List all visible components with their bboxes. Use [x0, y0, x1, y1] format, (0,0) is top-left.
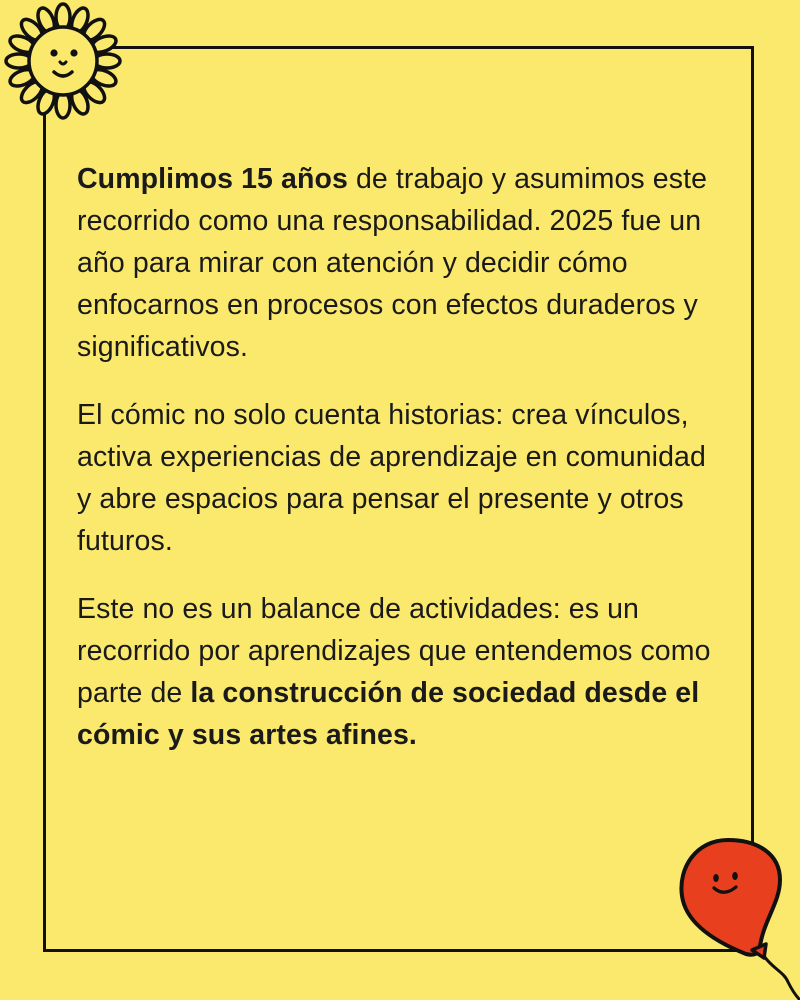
smiling-balloon-icon: [668, 832, 800, 1000]
paragraph-3-text: Este no es un balance de actividades: es un recorrido por aprendizajes que entendemos como parte de: [77, 593, 711, 709]
paragraph-1: [77, 158, 727, 368]
body-text: [77, 158, 727, 782]
paragraph-3: [77, 588, 727, 756]
paragraph-1-text: de trabajo y asumimos este recorrido como una responsabilidad. 2025 fue un año para mirar con atención y decidir cómo enfocarnos en procesos con efectos duraderos y significativos.: [77, 163, 708, 363]
paragraph-2: [77, 394, 727, 562]
paragraph-1-bold: Cumplimos 15 años: [77, 163, 348, 195]
paragraph-3-bold: la construcción de sociedad desde el cómic y sus artes afines.: [77, 677, 700, 751]
paragraph-2-text: El cómic no solo cuenta historias: crea vínculos, activa experiencias de aprendizaje en comunidad y abre espacios para pensar el presente y otros futuros.: [77, 399, 706, 557]
smiling-sun-icon: [4, 2, 122, 120]
